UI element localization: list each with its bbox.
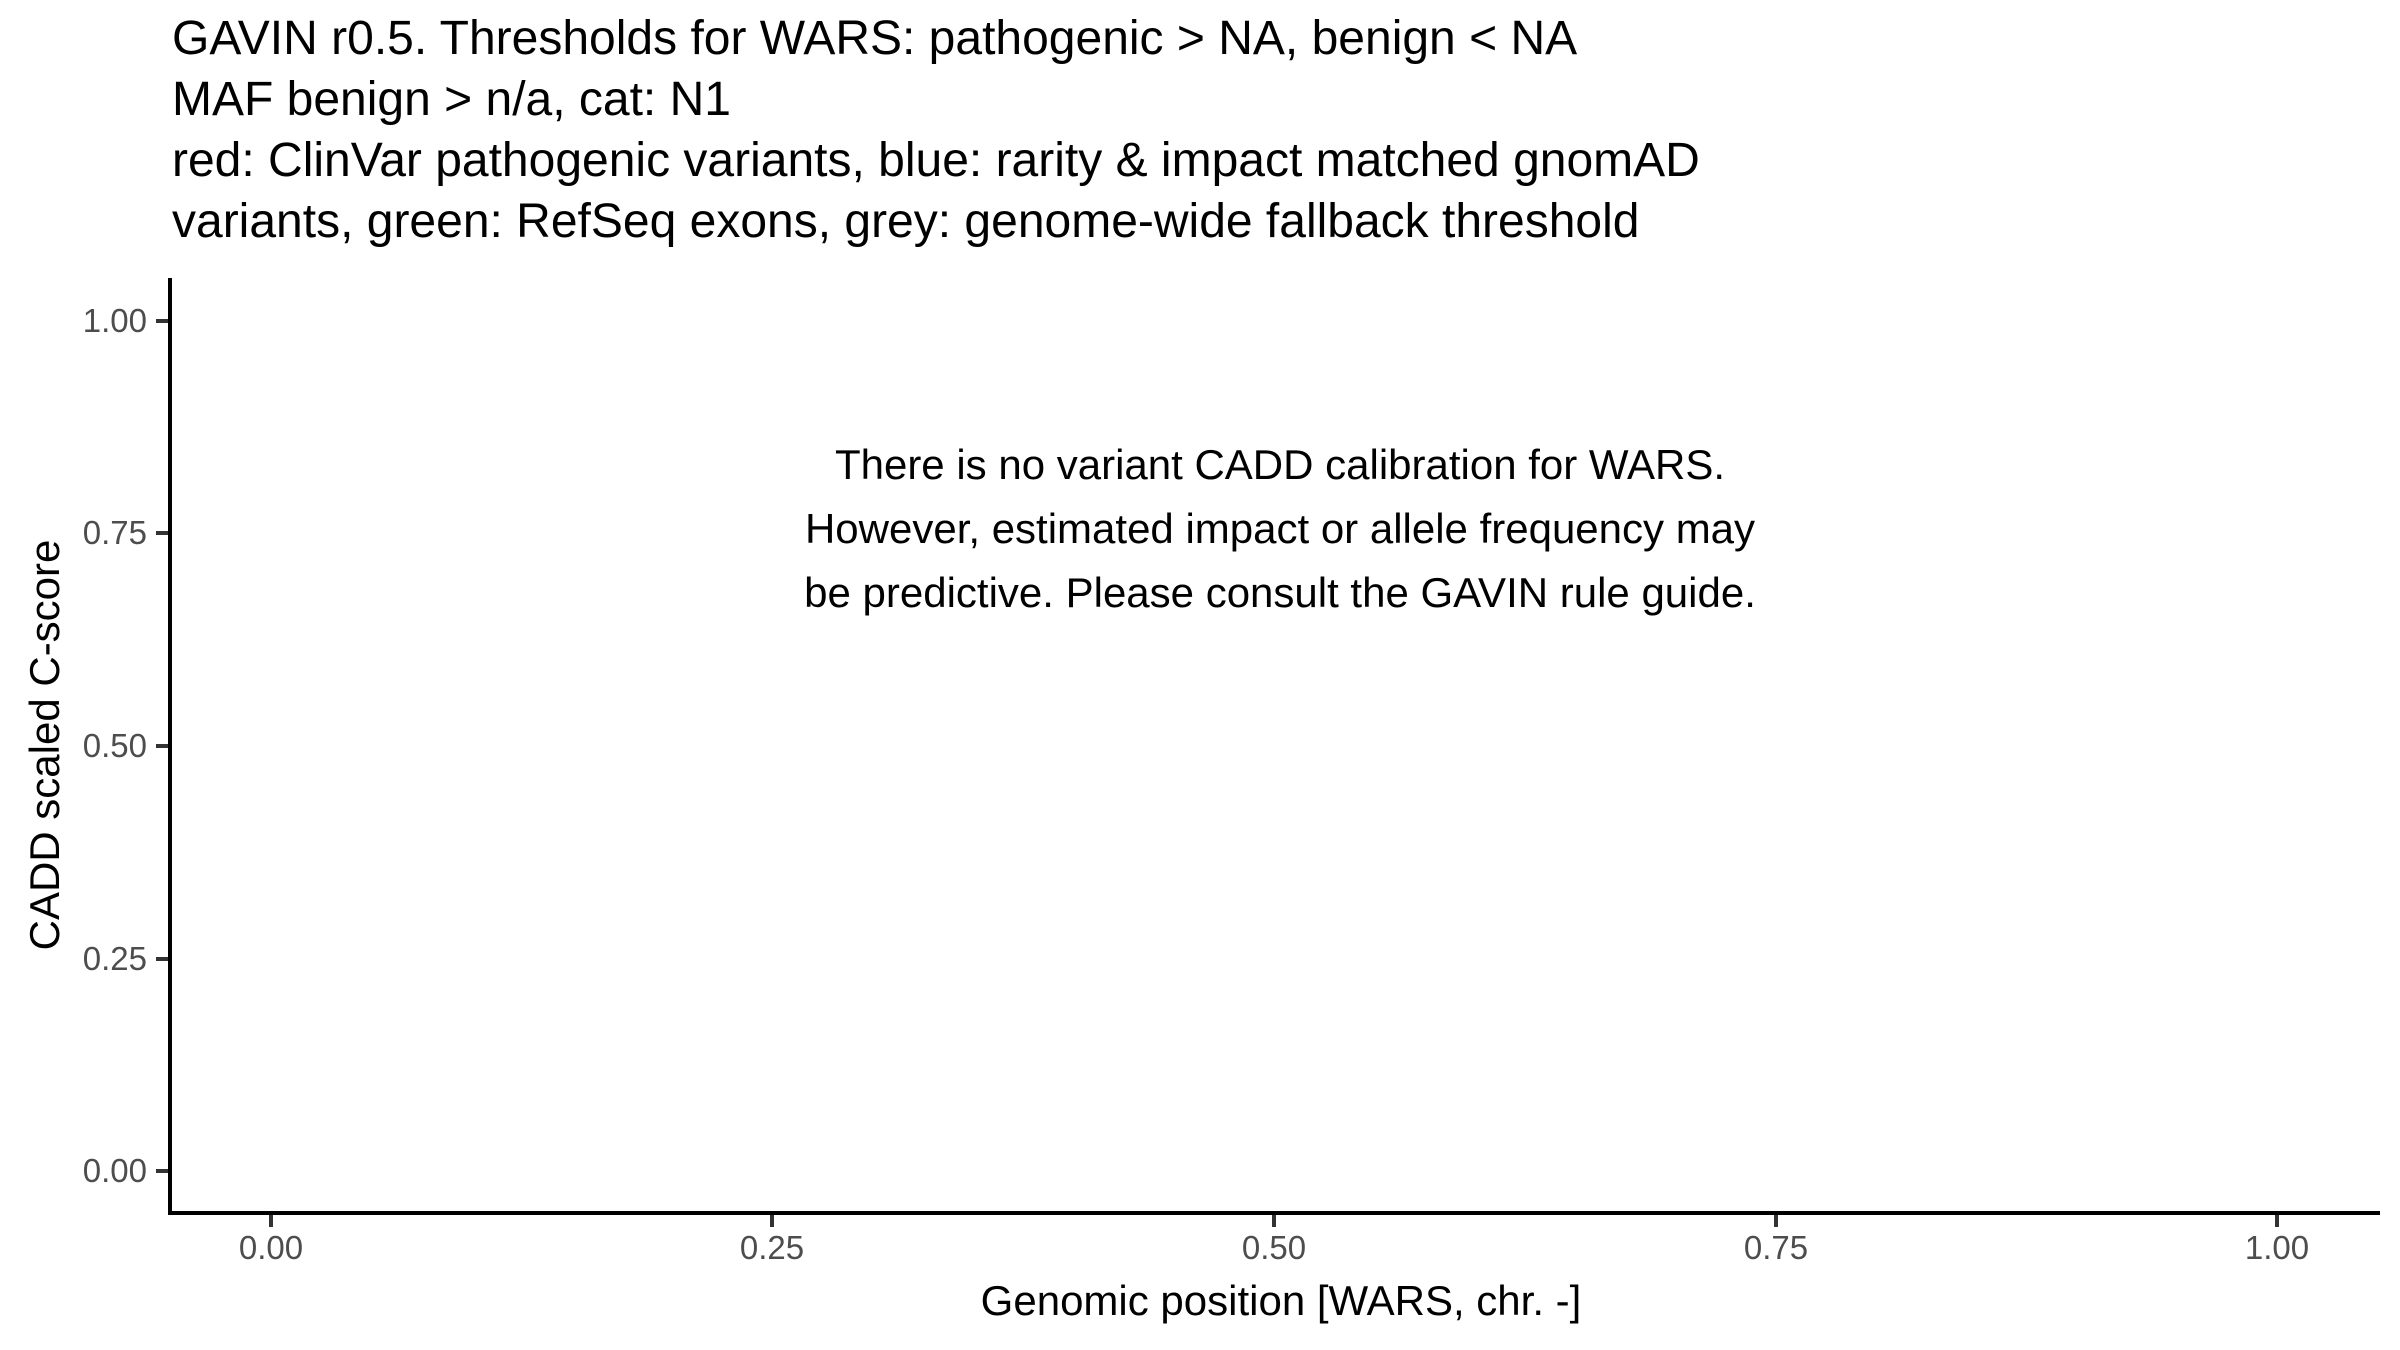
y-tick-label: 0.25 [82, 940, 147, 977]
x-tick-label: 0.00 [238, 1229, 304, 1266]
y-tick-label: 0.50 [82, 727, 147, 764]
plot-title-line-1: GAVIN r0.5. Thresholds for WARS: pathogenic > NA, benign < NA [172, 12, 1578, 65]
annotation-line-2: However, estimated impact or allele frequency may [804, 505, 1756, 552]
y-axis-title: CADD scaled C-score [21, 539, 68, 951]
no-calibration-annotation [804, 433, 1756, 625]
x-tick-mark [269, 1215, 273, 1227]
y-tick-mark [156, 744, 168, 748]
y-tick-mark [156, 957, 168, 961]
x-tick-label: 1.00 [2244, 1229, 2310, 1266]
y-axis-line [168, 278, 172, 1215]
y-tick-label: 0.00 [82, 1152, 147, 1189]
y-tick-label: 0.75 [82, 514, 147, 551]
plot-title-line-3: red: ClinVar pathogenic variants, blue: rarity & impact matched gnomAD [172, 134, 1700, 187]
x-tick-mark [1272, 1215, 1276, 1227]
x-axis-title: Genomic position [WARS, chr. -] [980, 1277, 1582, 1324]
y-tick-mark [156, 531, 168, 535]
annotation-line-1: There is no variant CADD calibration for WARS. [834, 441, 1726, 488]
plot-title-line-2: MAF benign > n/a, cat: N1 [172, 73, 731, 126]
y-tick-mark [156, 1169, 168, 1173]
y-tick-label: 1.00 [82, 302, 147, 339]
annotation-line-3: be predictive. Please consult the GAVIN rule guide. [804, 569, 1756, 616]
x-tick-mark [2275, 1215, 2279, 1227]
plot-title-line-4: variants, green: RefSeq exons, grey: genome-wide fallback threshold [172, 195, 1640, 248]
x-tick-label: 0.75 [1743, 1229, 1809, 1266]
x-tick-label: 0.50 [1241, 1229, 1307, 1266]
x-tick-label: 0.25 [739, 1229, 805, 1266]
plot-title [172, 8, 1700, 252]
x-tick-mark [770, 1215, 774, 1227]
x-tick-mark [1774, 1215, 1778, 1227]
y-tick-mark [156, 319, 168, 323]
